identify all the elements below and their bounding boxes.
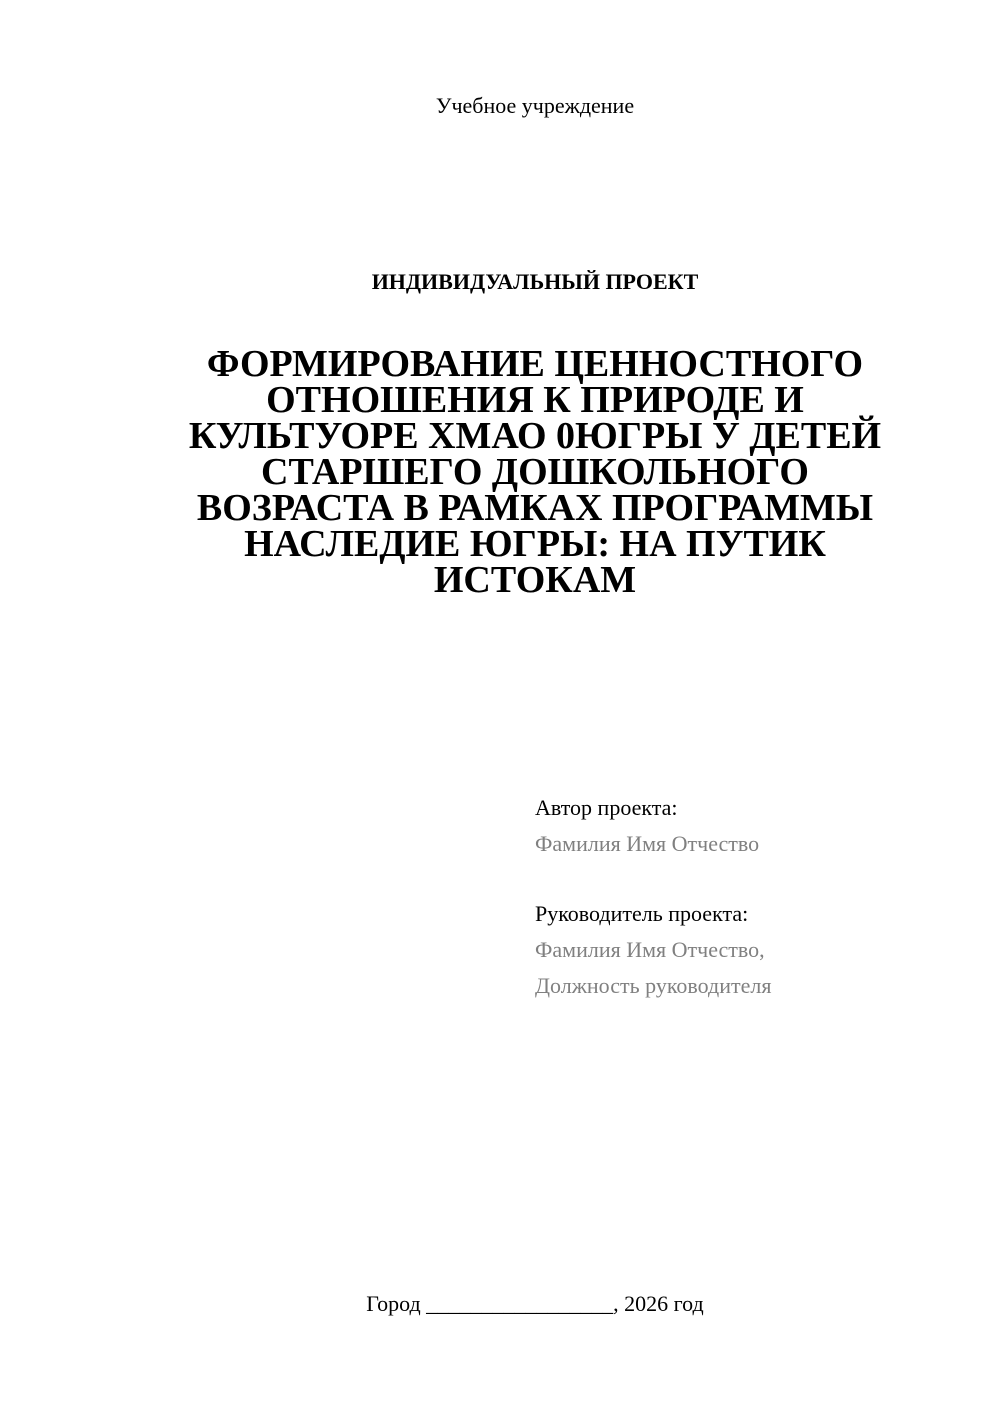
supervisor-position: Должность руководителя — [535, 973, 772, 998]
supervisor-label: Руководитель проекта: — [535, 901, 749, 926]
project-title-line: КУЛЬТУОРЕ ХМАО 0ЮГРЫ У ДЕТЕЙ — [188, 415, 882, 457]
project-title-line: СТАРШЕГО ДОШКОЛЬНОГО — [261, 451, 809, 493]
project-title-line: ОТНОШЕНИЯ К ПРИРОДЕ И — [266, 379, 804, 421]
project-title-line: ФОРМИРОВАНИЕ ЦЕННОСТНОГО — [206, 343, 864, 385]
project-type-heading: ИНДИВИДУАЛЬНЫЙ ПРОЕКТ — [371, 269, 699, 294]
author-label: Автор проекта: — [535, 795, 678, 820]
project-title — [150, 343, 920, 601]
supervisor-name: Фамилия Имя Отчество, — [535, 937, 765, 962]
spacer — [535, 862, 975, 896]
project-title-line: НАСЛЕДИЕ ЮГРЫ: НА ПУТИК — [244, 523, 826, 565]
author-name: Фамилия Имя Отчество — [535, 831, 760, 856]
city-year-footer: Город _________________, 2026 год — [366, 1291, 704, 1316]
institution-name: Учебное учреждение — [435, 93, 635, 118]
project-title-line: ВОЗРАСТА В РАМКАХ ПРОГРАММЫ — [196, 487, 874, 529]
project-title-line: ИСТОКАМ — [433, 559, 637, 601]
authors-block — [535, 790, 975, 1004]
